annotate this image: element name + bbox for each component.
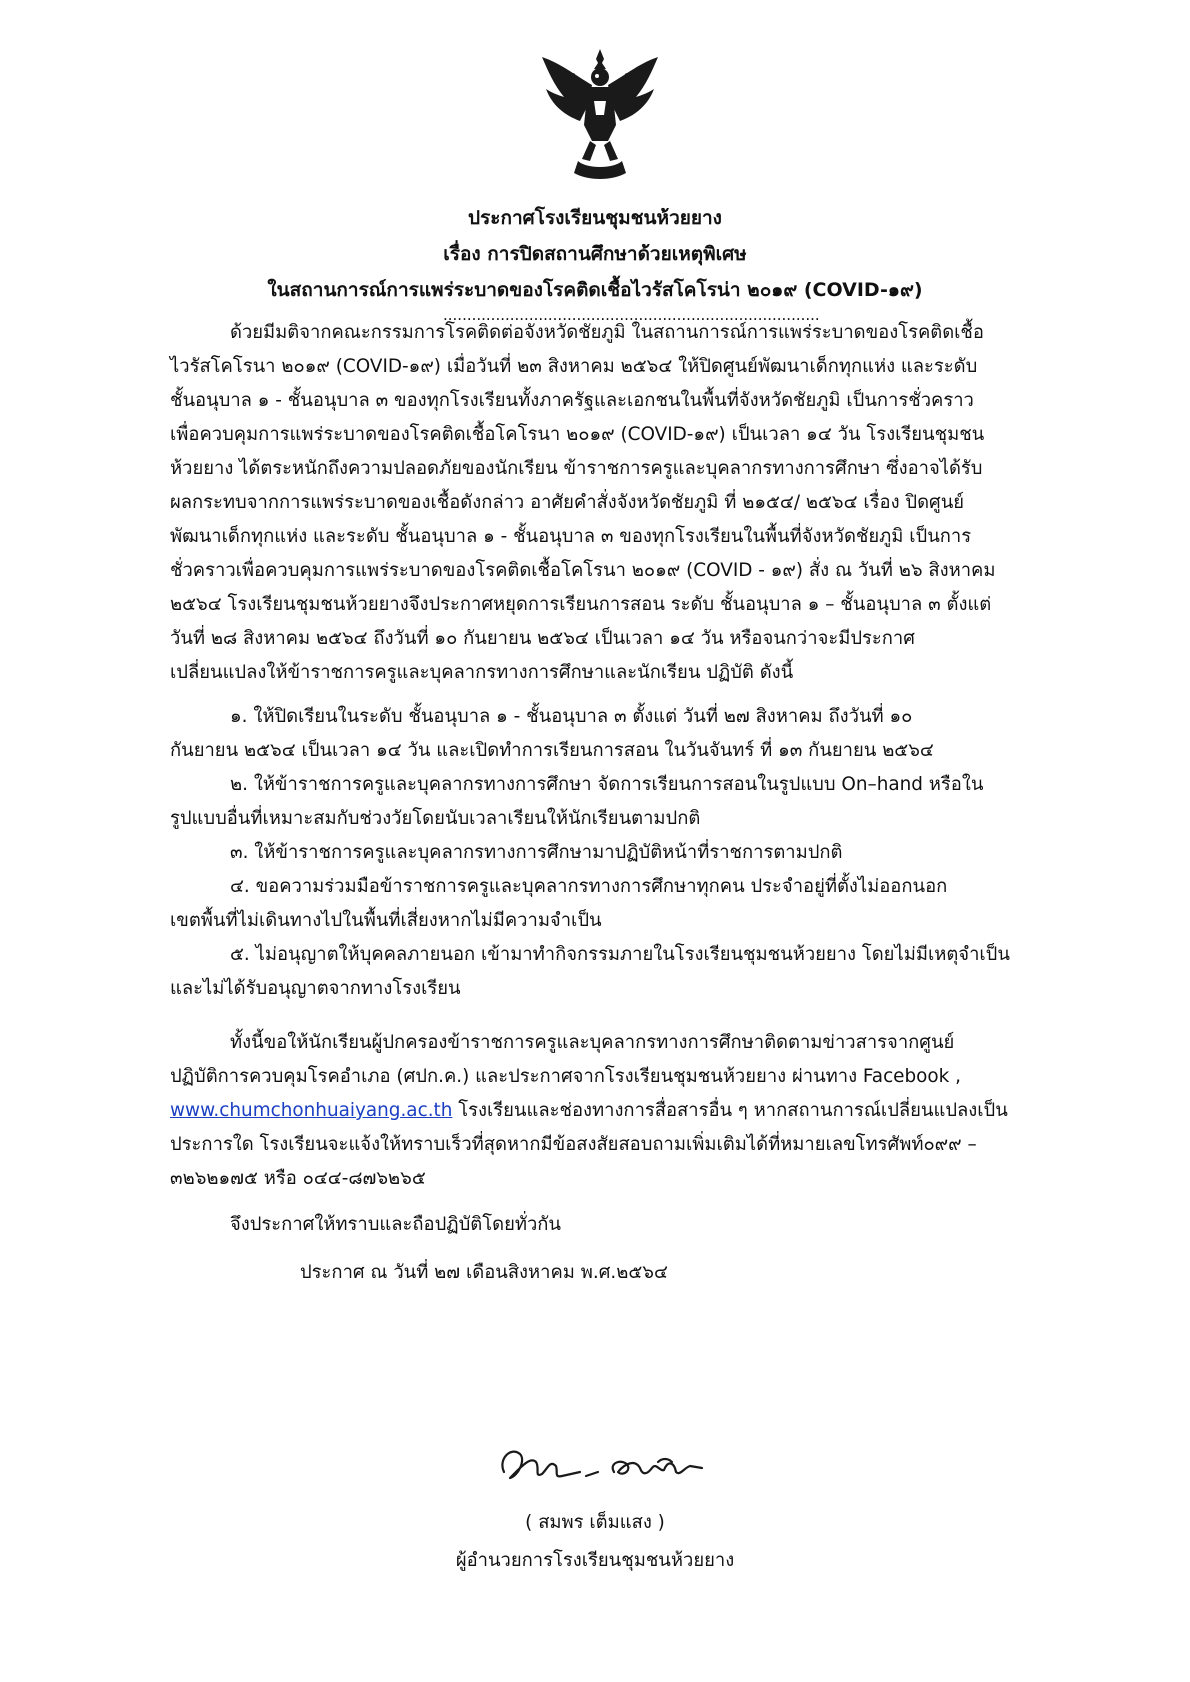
list-item-2-cont: รูปแบบอื่นที่เหมาะสมกับช่วงวัยโดยนับเวลาเรียนให้นักเรียนตามปกติ [170, 808, 701, 829]
list-item-4-cont: เขตพื้นที่ไม่เดินทางไปในพื้นที่เสี่ยงหากไม่มีความจำเป็น [170, 910, 602, 931]
announcement-subject: เรื่อง การปิดสถานศึกษาด้วยเหตุพิเศษ [443, 243, 747, 265]
school-website-link[interactable]: www.chumchonhuaiyang.ac.th [170, 1100, 453, 1121]
list-item-1: ๑. ให้ปิดเรียนในระดับ ชั้นอนุบาล ๑ - ชั้นอนุบาล ๓ ตั้งแต่ วันที่ ๒๗ สิงหาคม ถึงวันที่ ๑๐ [230, 706, 913, 727]
list-item-3: ๓. ให้ข้าราชการครูและบุคลากรทางการศึกษามาปฏิบัติหน้าที่ราชการตามปกติ [230, 842, 843, 863]
list-item-1-cont: กันยายน ๒๕๖๔ เป็นเวลา ๑๔ วัน และเปิดทำการเรียนการสอน ในวันจันทร์ ที่ ๑๓ กันยายน ๒๕๖๔ [170, 740, 934, 761]
paragraph-line: ชั่วคราวเพื่อควบคุมการแพร่ระบาดของโรคติดเชื้อโคโรนา ๒๐๑๙ (COVID - ๑๙) สั่ง ณ วันที่ ๒๖ สิงหาคม [170, 560, 996, 581]
list-item-5-cont: และไม่ได้รับอนุญาตจากทางโรงเรียน [170, 978, 461, 999]
paragraph-line: ผลกระทบจากการแพร่ระบาดของเชื้อดังกล่าว อาศัยคำสั่งจังหวัดชัยภูมิ ที่ ๒๑๕๔/ ๒๕๖๔ เรื่อง ปิดศูนย์ [170, 492, 965, 513]
handwritten-signature [490, 1432, 730, 1502]
paragraph2-link-line [170, 1096, 1008, 1126]
closing-statement: จึงประกาศให้ทราบและถือปฏิบัติโดยทั่วกัน [230, 1214, 561, 1235]
paragraph-line: วันที่ ๒๘ สิงหาคม ๒๕๖๔ ถึงวันที่ ๑๐ กันยายน ๒๕๖๔ เป็นเวลา ๑๔ วัน หรือจนกว่าจะมีประกาศ [170, 628, 915, 649]
paragraph2-line: ปฏิบัติการควบคุมโรคอำเภอ (ศปก.ค.) และประกาศจากโรงเรียนชุมชนห้วยยาง ผ่านทาง Facebook , [170, 1066, 962, 1087]
list-item-4: ๔. ขอความร่วมมือข้าราชการครูและบุคลากรทางการศึกษาทุกคน ประจำอยู่ที่ตั้งไม่ออกนอก [230, 876, 948, 897]
paragraph-line: ๒๕๖๔ โรงเรียนชุมชนห้วยยางจึงประกาศหยุดการเรียนการสอน ระดับ ชั้นอนุบาล ๑ – ชั้นอนุบาล ๓ ตั้งแต่ [170, 594, 992, 615]
signatory-position: ผู้อำนวยการโรงเรียนชุมชนห้วยยาง [455, 1550, 735, 1571]
paragraph-line: ด้วยมีมติจากคณะกรรมการโรคติดต่อจังหวัดชัยภูมิ ในสถานการณ์การแพร่ระบาดของโรคติดเชื้อ [230, 322, 984, 343]
paragraph2-line: ประการใด โรงเรียนจะแจ้งให้ทราบเร็วที่สุดหากมีข้อสงสัยสอบถามเพิ่มเติมได้ที่หมายเลขโทรศัพท์๐๙๙ – [170, 1134, 977, 1155]
paragraph-line: เพื่อควบคุมการแพร่ระบาดของโรคติดเชื้อโคโรนา ๒๐๑๙ (COVID-๑๙) เป็นเวลา ๑๔ วัน โรงเรียนชุมชน [170, 424, 985, 445]
paragraph-line: ไวรัสโคโรนา ๒๐๑๙ (COVID-๑๙) เมื่อวันที่ ๒๓ สิงหาคม ๒๕๖๔ ให้ปิดศูนย์พัฒนาเด็กทุกแห่ง และระดับ [170, 356, 978, 377]
announcement-subtitle: ในสถานการณ์การแพร่ระบาดของโรคติดเชื้อไวรัสโคโรน่า ๒๐๑๙ (COVID-๑๙) [267, 279, 923, 301]
paragraph-line: พัฒนาเด็กทุกแห่ง และระดับ ชั้นอนุบาล ๑ - ชั้นอนุบาล ๓ ของทุกโรงเรียนในพื้นที่จังหวัดชัยภูมิ เป็นการ [170, 526, 972, 547]
list-item-5: ๕. ไม่อนุญาตให้บุคคลภายนอก เข้ามาทำกิจกรรมภายในโรงเรียนชุมชนห้วยยาง โดยไม่มีเหตุจำเป็น [230, 944, 1010, 965]
paragraph2-line: ทั้งนี้ขอให้นักเรียนผู้ปกครองข้าราชการครูและบุคลากรทางการศึกษาติดตามข่าวสารจากศูนย์ [230, 1032, 955, 1053]
garuda-emblem-icon [530, 45, 670, 185]
paragraph-line: ห้วยยาง ได้ตระหนักถึงความปลอดภัยของนักเรียน ข้าราชการครูและบุคลากรทางการศึกษา ซึ่งอาจได้รับ [170, 458, 983, 479]
phone-numbers: ๓๒๖๒๑๗๕ หรือ ๐๔๔-๘๗๖๒๖๕ [170, 1168, 426, 1189]
announcement-title: ประกาศโรงเรียนชุมชนห้วยยาง [468, 207, 722, 229]
paragraph2-link-line-text: โรงเรียนและช่องทางการสื่อสารอื่น ๆ หากสถานการณ์เปลี่ยนแปลงเป็น [452, 1100, 1008, 1121]
paragraph-line: ชั้นอนุบาล ๑ - ชั้นอนุบาล ๓ ของทุกโรงเรียนทั้งภาครัฐและเอกชนในพื้นที่จังหวัดชัยภูมิ เป็นการชั่วคราว [170, 390, 974, 411]
dotted-divider: ............................................................................... [443, 306, 820, 324]
paragraph-line: เปลี่ยนแปลงให้ข้าราชการครูและบุคลากรทางการศึกษาและนักเรียน ปฏิบัติ ดังนี้ [170, 662, 794, 683]
list-item-2: ๒. ให้ข้าราชการครูและบุคลากรทางการศึกษา จัดการเรียนการสอนในรูปแบบ On–hand หรือใน [230, 774, 984, 795]
announcement-date: ประกาศ ณ วันที่ ๒๗ เดือนสิงหาคม พ.ศ.๒๕๖๔ [300, 1262, 668, 1283]
signatory-name: ( สมพร เต็มแสง ) [525, 1512, 665, 1533]
